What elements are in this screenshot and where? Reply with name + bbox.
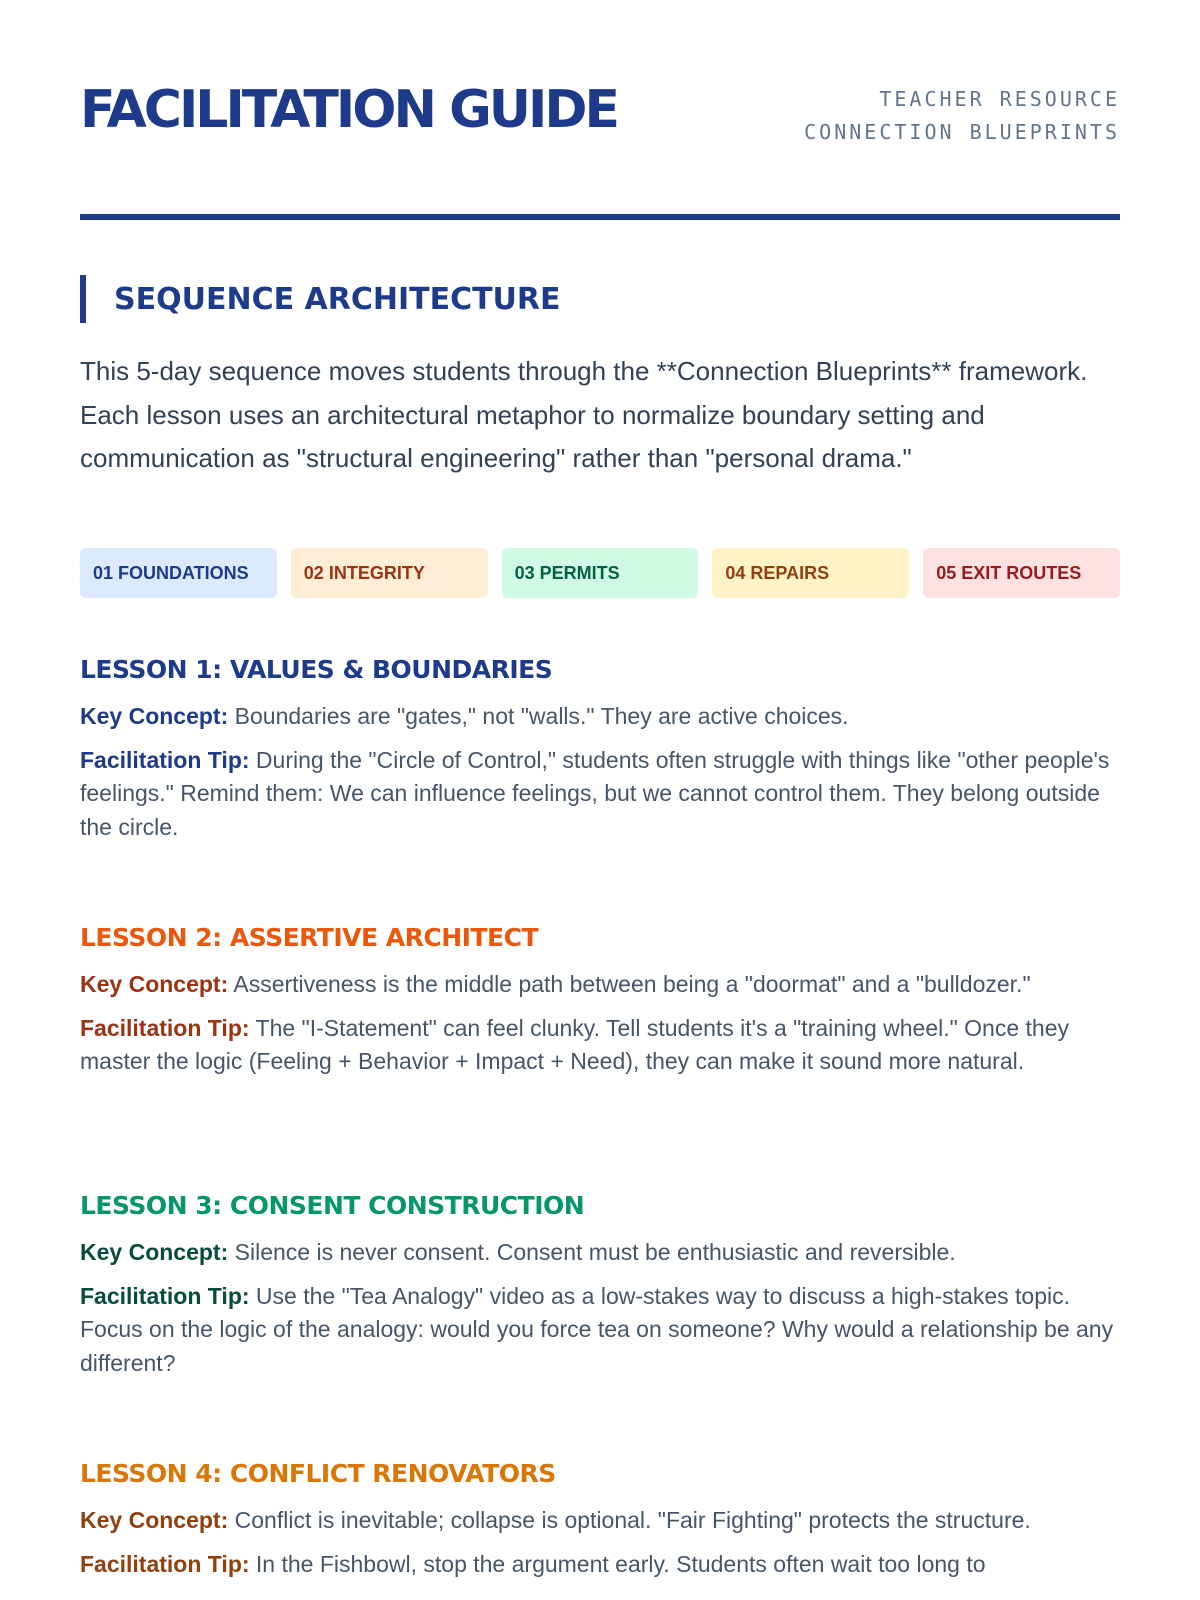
facilitation-tip-label: Facilitation Tip: — [80, 1014, 250, 1041]
facilitation-tip-text: The "I-Statement" can feel clunky. Tell students it's a "training wheel." Once they master the logic (Feeling + Behavior + Impact + Need), they can make it sound more natural. — [80, 1014, 1070, 1074]
lesson-title: LESSON 4: CONFLICT RENOVATORS — [80, 1459, 556, 1488]
key-concept — [80, 700, 1120, 734]
key-concept-label: Key Concept: — [80, 1507, 229, 1533]
facilitation-tip-text: Use the "Tea Analogy" video as a low-stakes way to discuss a high-stakes topic. Focus on the logic of the analogy: would you force tea on someone? Why would a relationship be any different? — [80, 1282, 1114, 1376]
key-concept-label: Key Concept: — [80, 1239, 229, 1265]
key-concept — [80, 1236, 1120, 1270]
lesson-title: LESSON 2: ASSERTIVE ARCHITECT — [80, 923, 538, 952]
facilitation-tip-text: In the Fishbowl, stop the argument early. Students often wait too long to — [255, 1550, 986, 1577]
key-concept-label: Key Concept: — [80, 971, 229, 997]
key-concept-text: Boundaries are "gates," not "walls." They are active choices. — [234, 703, 849, 729]
section-intro: This 5-day sequence moves students through the **Connection Blueprints** framework. Each lesson uses an architectural metaphor to normalize boundary setting and communication as "structural engineering" rather than "personal drama." — [80, 356, 1088, 473]
lesson-3 — [80, 1189, 1120, 1390]
header-meta — [804, 83, 1120, 149]
chip-repairs: 04 REPAIRS — [712, 548, 909, 598]
series-name-label: CONNECTION BLUEPRINTS — [804, 120, 1120, 144]
chip-exit-routes: 05 EXIT ROUTES — [923, 548, 1120, 598]
lesson-1 — [80, 653, 1120, 854]
section-heading — [80, 275, 1120, 323]
lesson-2 — [80, 921, 1120, 1089]
facilitation-tip — [80, 744, 1120, 845]
lesson-4 — [80, 1457, 1120, 1591]
facilitation-tip-label: Facilitation Tip: — [80, 1282, 250, 1309]
page-header — [80, 78, 1120, 158]
facilitation-tip — [80, 1280, 1120, 1381]
facilitation-tip — [80, 1012, 1120, 1079]
section-title: SEQUENCE ARCHITECTURE — [114, 282, 561, 317]
key-concept-label: Key Concept: — [80, 703, 229, 729]
facilitation-tip-text: During the "Circle of Control," students often struggle with things like "other people's feelings." Remind them: We can influence feelings, but we cannot control them. They belong outside the circle. — [80, 746, 1110, 840]
page-title: FACILITATION GUIDE — [80, 80, 618, 140]
chip-integrity: 02 INTEGRITY — [291, 548, 488, 598]
resource-type-label: TEACHER RESOURCE — [879, 87, 1120, 111]
key-concept-text: Silence is never consent. Consent must be enthusiastic and reversible. — [234, 1239, 956, 1265]
header-divider — [80, 214, 1120, 220]
key-concept-text: Assertiveness is the middle path between being a "doormat" and a "bulldozer." — [233, 971, 1031, 997]
sequence-chips — [80, 548, 1120, 598]
lesson-title: LESSON 1: VALUES & BOUNDARIES — [80, 655, 553, 684]
lesson-title: LESSON 3: CONSENT CONSTRUCTION — [80, 1191, 585, 1220]
chip-foundations: 01 FOUNDATIONS — [80, 548, 277, 598]
facilitation-tip — [80, 1548, 1120, 1582]
key-concept — [80, 968, 1120, 1002]
section-accent-bar — [80, 275, 86, 323]
facilitation-tip-label: Facilitation Tip: — [80, 1550, 250, 1577]
chip-permits: 03 PERMITS — [502, 548, 699, 598]
facilitation-tip-label: Facilitation Tip: — [80, 746, 250, 773]
key-concept-text: Conflict is inevitable; collapse is optional. "Fair Fighting" protects the structure. — [234, 1507, 1031, 1533]
key-concept — [80, 1504, 1120, 1538]
